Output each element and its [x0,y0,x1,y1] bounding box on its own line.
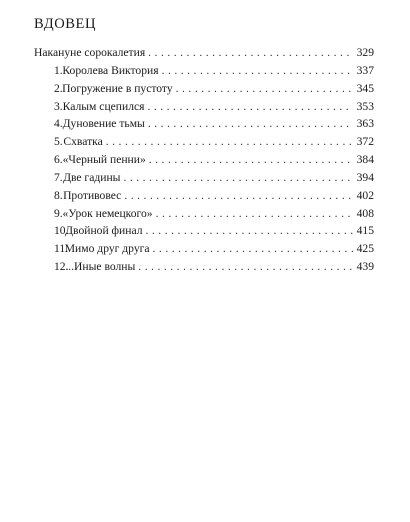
chapter-number: 4. [54,117,63,131]
toc-entry-title: Погружение в пустоту [62,81,173,95]
toc-entry-chapter-12 [34,258,374,276]
toc-entry-chapter-9 [34,205,374,223]
chapter-number: 5. [54,135,63,149]
toc-entry-page: 345 [356,81,374,95]
toc-entry-page: 415 [356,224,374,238]
table-of-contents [34,44,374,276]
toc-entry-page: 439 [356,260,374,274]
dot-leader [162,62,353,80]
dot-leader [106,133,353,151]
toc-entry-page: 425 [356,242,374,256]
toc-entry-chapter-5 [34,133,374,151]
dot-leader [123,169,352,187]
toc-entry-chapter-8 [34,187,374,205]
toc-entry-title: Противовес [63,188,122,202]
chapter-number: 11. [54,242,69,256]
toc-entry-page: 394 [356,170,374,184]
chapter-number: 7. [54,170,63,184]
toc-entry-title: «Урок немецкого» [62,206,153,220]
dot-leader [148,44,352,62]
toc-entry-title: Дуновение тьмы [62,117,145,131]
toc-entry-title: ...Иные волны [65,260,136,274]
toc-entry-chapter-3 [34,98,374,116]
dot-leader [149,151,353,169]
chapter-number: 9. [54,206,63,220]
toc-entry-chapter-4 [34,115,374,133]
dot-leader [156,205,353,223]
dot-leader [138,258,352,276]
dot-leader [148,115,353,133]
toc-entry-title: Королева Виктория [62,63,159,77]
dot-leader [176,80,353,98]
dot-leader [147,98,352,116]
toc-entry-page: 384 [356,153,374,167]
toc-entry-page: 402 [356,188,374,202]
dot-leader [146,222,353,240]
toc-entry-page: 372 [356,135,374,149]
toc-entry-chapter-1 [34,62,374,80]
toc-entry-chapter-10 [34,222,374,240]
toc-entry-page: 353 [356,99,374,113]
chapter-number: 10. [54,224,69,238]
toc-entry-page: 337 [356,63,374,77]
toc-entry-chapter-7 [34,169,374,187]
dot-leader [124,187,352,205]
toc-entry-page: 329 [356,46,374,59]
toc-entry-chapter-2 [34,80,374,98]
toc-entry-chapter-11 [34,240,374,258]
toc-entry-title: Две гадины [63,170,121,184]
toc-entry-title: Накануне сорокалетия [34,46,146,59]
chapter-number: 8. [54,188,63,202]
chapter-number: 3. [54,99,63,113]
dot-leader [153,240,353,258]
chapter-number: 12. [54,260,69,274]
chapter-number: 2. [54,81,63,95]
toc-entry-title: Мимо друг друга [64,242,150,256]
chapter-number: 1. [54,63,63,77]
toc-entry-title: Калым сцепился [62,99,145,113]
toc-entry-page: 363 [356,117,374,131]
toc-entry-title: Схватка [63,135,103,149]
toc-entry-prologue [34,44,374,62]
toc-entry-title: «Черный пенни» [62,153,146,167]
toc-entry-title: Двойной финал [65,224,143,238]
chapter-number: 6. [54,153,63,167]
section-title: ВДОВЕЦ [34,16,97,32]
toc-entry-page: 408 [356,206,374,220]
toc-entry-chapter-6 [34,151,374,169]
